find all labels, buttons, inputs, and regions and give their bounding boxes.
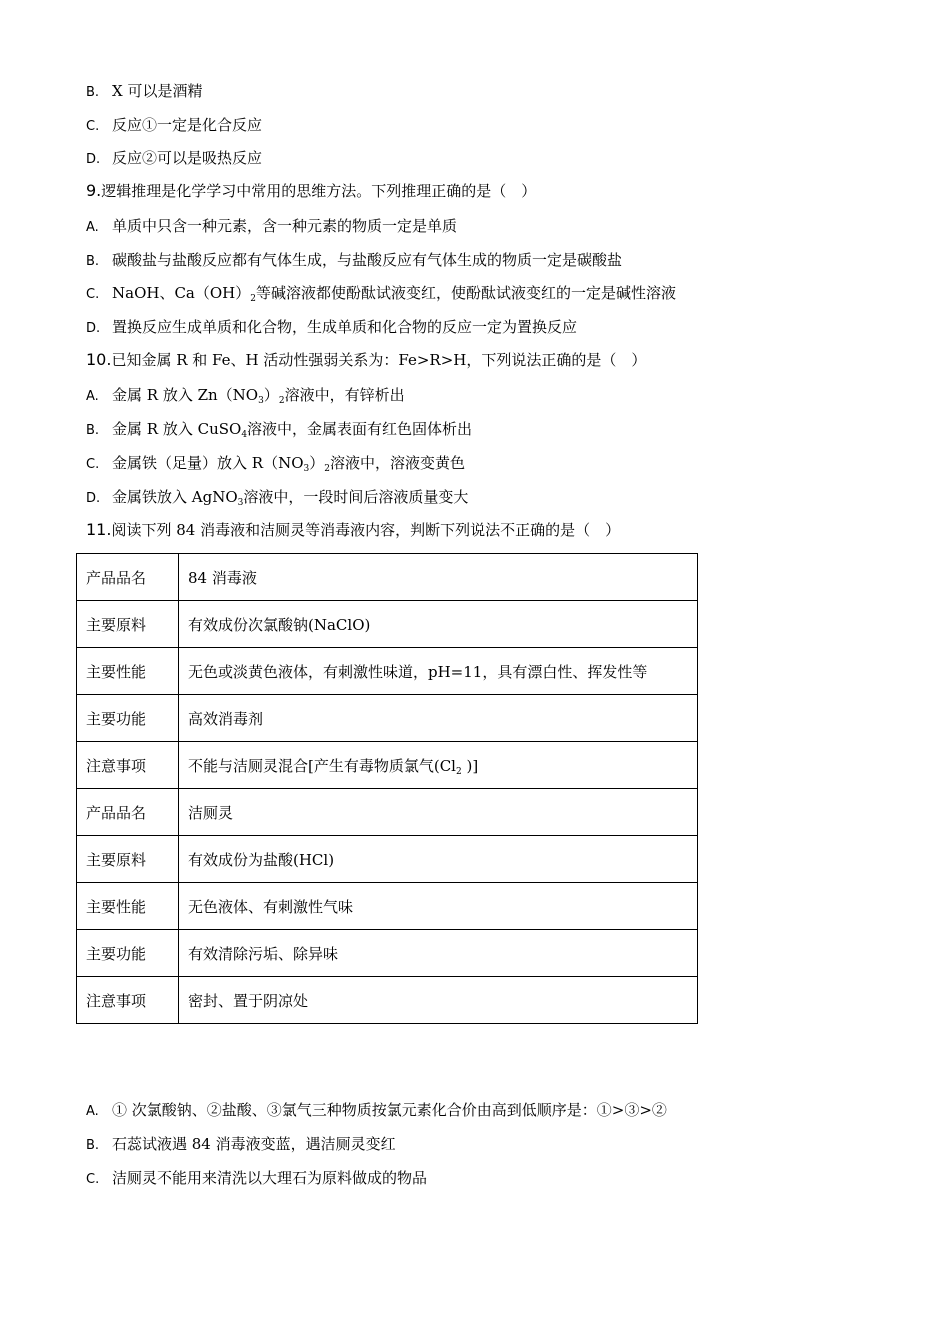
table-row xyxy=(77,601,698,648)
table-row xyxy=(77,836,698,883)
table-row xyxy=(77,554,698,601)
row-key: 注意事项 xyxy=(77,742,179,789)
row-value: 有效成份为盐酸(HCl) xyxy=(179,836,698,883)
question-number: 10. xyxy=(86,350,112,369)
row-value: 无色液体、有刺激性气味 xyxy=(179,883,698,930)
row-key: 产品品名 xyxy=(77,789,179,836)
table-row xyxy=(77,977,698,1024)
q9-stem: 9.逻辑推理是化学学习中常用的思维方法。下列推理正确的是（ ） xyxy=(86,181,537,200)
row-value: 有效成份次氯酸钠(NaClO) xyxy=(179,601,698,648)
row-key: 主要功能 xyxy=(77,695,179,742)
q8-option-b: B. X 可以是酒精 xyxy=(86,82,203,100)
row-key: 主要性能 xyxy=(77,648,179,695)
table-row xyxy=(77,930,698,977)
q8-option-c: C. 反应①一定是化合反应 xyxy=(86,116,263,134)
q10-option-d: D. 金属铁放入 AgNO$_3$溶液中，一段时间后溶液质量变大 xyxy=(86,488,469,508)
table-row xyxy=(77,742,698,789)
row-value: 不能与洁厕灵混合[产生有毒物质氯气($Cl_2$ )] xyxy=(179,742,698,789)
row-value: 密封、置于阴凉处 xyxy=(179,977,698,1024)
product-info-table xyxy=(76,553,698,1024)
row-value: 洁厕灵 xyxy=(179,789,698,836)
row-value: 高效消毒剂 xyxy=(179,695,698,742)
row-value: 有效清除污垢、除异味 xyxy=(179,930,698,977)
row-key: 注意事项 xyxy=(77,977,179,1024)
row-value: 84 消毒液 xyxy=(179,554,698,601)
q11-option-a: A. ① 次氯酸钠、②盐酸、③氯气三种物质按氯元素化合价由高到低顺序是：①>③>② xyxy=(86,1101,667,1119)
q10-option-b: B. 金属 R 放入 CuSO$_4$溶液中，金属表面有红色固体析出 xyxy=(86,420,473,440)
q10-option-a: A. 金属 R 放入 $Zn(NO_3)_2$溶液中，有锌析出 xyxy=(86,386,405,406)
q8-option-d: D. 反应②可以是吸热反应 xyxy=(86,149,263,167)
q11-option-c: C. 洁厕灵不能用来清洗以大理石为原料做成的物品 xyxy=(86,1169,428,1187)
row-key: 产品品名 xyxy=(77,554,179,601)
q10-stem: 10.已知金属 R 和 Fe、H 活动性强弱关系为：Fe>R>H，下列说法正确的是（ ） xyxy=(86,350,647,369)
q9-option-d: D. 置换反应生成单质和化合物，生成单质和化合物的反应一定为置换反应 xyxy=(86,318,578,336)
row-key: 主要原料 xyxy=(77,836,179,883)
row-key: 主要性能 xyxy=(77,883,179,930)
q9-option-b: B. 碳酸盐与盐酸反应都有气体生成，与盐酸反应有气体生成的物质一定是碳酸盐 xyxy=(86,251,623,269)
table-row xyxy=(77,789,698,836)
question-number: 11. xyxy=(86,520,112,539)
row-key: 主要原料 xyxy=(77,601,179,648)
q9-option-a: A. 单质中只含一种元素，含一种元素的物质一定是单质 xyxy=(86,217,458,235)
row-value: 无色或淡黄色液体，有刺激性味道，pH=11，具有漂白性、挥发性等 xyxy=(179,648,698,695)
row-key: 主要功能 xyxy=(77,930,179,977)
q9-option-c: C. NaOH、$Ca(OH)_2$等碱溶液都使酚酞试液变红，使酚酞试液变红的一定是碱性溶液 xyxy=(86,284,676,304)
table-row xyxy=(77,648,698,695)
q10-option-c: C. 金属铁（足量）放入 $R(NO_3)_2$溶液中，溶液变黄色 xyxy=(86,454,465,474)
table-row xyxy=(77,695,698,742)
q11-stem: 11.阅读下列 84 消毒液和洁厕灵等消毒液内容，判断下列说法不正确的是（ ） xyxy=(86,520,621,539)
q11-option-b: B. 石蕊试液遇 84 消毒液变蓝，遇洁厕灵变红 xyxy=(86,1135,396,1153)
question-number: 9. xyxy=(86,181,102,200)
table-row xyxy=(77,883,698,930)
